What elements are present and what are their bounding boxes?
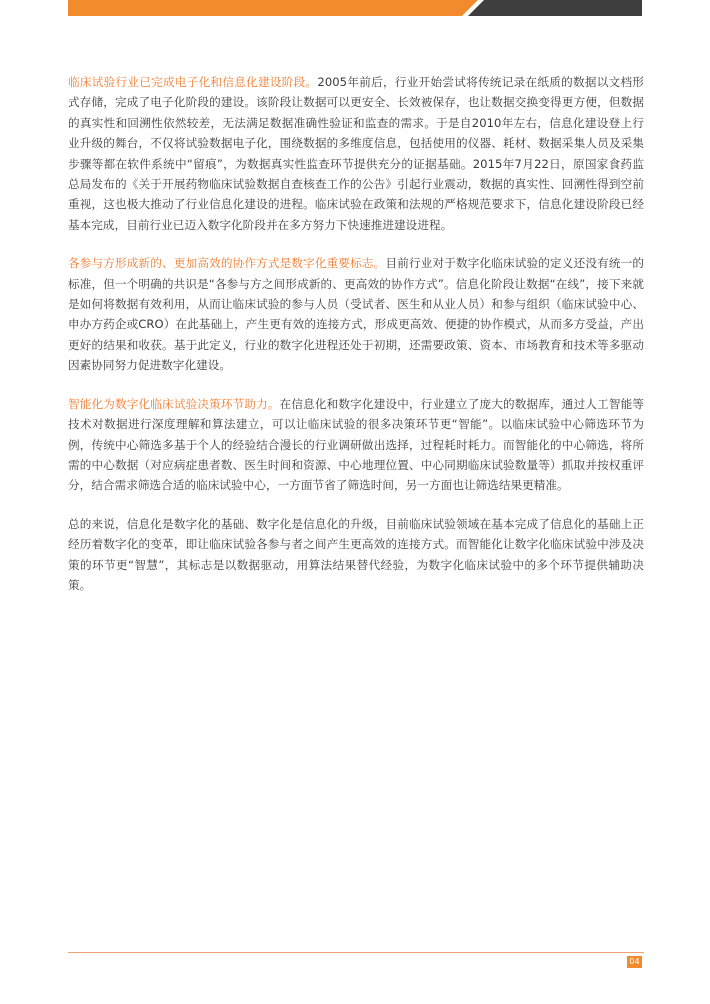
footer-divider [68,952,644,953]
paragraph [68,514,644,596]
header-band [0,0,710,16]
paragraph [68,72,644,235]
paragraph-text: 2005年前后，行业开始尝试将传统记录在纸质的数据以文档形式存储，完成了电子化阶段的建设。该阶段让数据可以更安全、长效被保存，也让数据交换变得更方便，但数据的真实性和回溯性依然较差，无法满足数据准确性验证和监查的需求。于是自2010年左右，信息化建设登上行业升级的舞台，不仅将试验数据电子化，围绕数据的多维度信息，包括使用的仪器、耗材、数据采集人员及采集步骤等都在软件系统中“留痕”，为数据真实性监查环节提供充分的证据基础。2015年7月22日，原国家食药监总局发布的《关于开展药物临床试验数据自查核查工作的公告》引起行业震动，数据的真实性、回溯性得到空前重视，这也极大推动了行业信息化建设的进程。临床试验在政策和法规的严格规范要求下，信息化建设阶段已经基本完成，目前行业已迈入数字化阶段并在多方努力下快速推进建设进程。 [68,75,644,232]
paragraph-text: 目前行业对于数字化临床试验的定义还没有统一的标准，但一个明确的共识是“各参与方之间形成新的、更高效的协作方式”。信息化阶段让数据“在线”，接下来就是如何将数据有效利用，从而让临床试验的参与人员（受试者、医生和从业人员）和参与组织（临床试验中心、申办方药企或CRO）在此基础上，产生更有效的连接方式，形成更高效、便捷的协作模式，从而多方受益，产出更好的结果和收获。基于此定义，行业的数字化进程还处于初期，还需要政策、资本、市场教育和技术等多驱动因素协同努力促进数字化建设。 [68,256,644,373]
paragraph-lead: 临床试验行业已完成电子化和信息化建设阶段。 [68,75,318,89]
header-orange-bar [68,0,478,16]
paragraph-lead: 各参与方形成新的、更加高效的协作方式是数字化重要标志。 [68,256,386,271]
paragraph [68,394,644,496]
paragraph-text: 总的来说，信息化是数字化的基础、数字化是信息化的升级，目前临床试验领域在基本完成了信息化的基础上正经历着数字化的变革，即让临床试验各参与者之间产生更高效的连接方式。而智能化让数字化临床试验中涉及决策的环节更“智慧”，其标志是以数据驱动，用算法结果替代经验，为数字化临床试验中的多个环节提供辅助决策。 [68,516,644,592]
paragraph-lead: 智能化为数字化临床试验决策环节助力。 [68,396,280,411]
paragraph-text: 在信息化和数字化建设中，行业建立了庞大的数据库，通过人工智能等技术对数据进行深度理解和算法建立，可以让临床试验的很多决策环节更“智能”。以临床试验中心筛选环节为例，传统中心筛选多基于个人的经验结合漫长的行业调研做出选择，过程耗时耗力。而智能化的中心筛选，将所需的中心数据（对应病症患者数、医生时间和资源、中心地理位置、中心同期临床试验数量等）抓取并按权重评分，结合需求筛选合适的临床试验中心，一方面节省了筛选时间，另一方面也让筛选结果更精准。 [68,396,644,493]
page-number: 04 [627,956,642,968]
paragraph [68,253,644,375]
header-dark-bar [468,0,642,16]
article-body [68,72,644,613]
